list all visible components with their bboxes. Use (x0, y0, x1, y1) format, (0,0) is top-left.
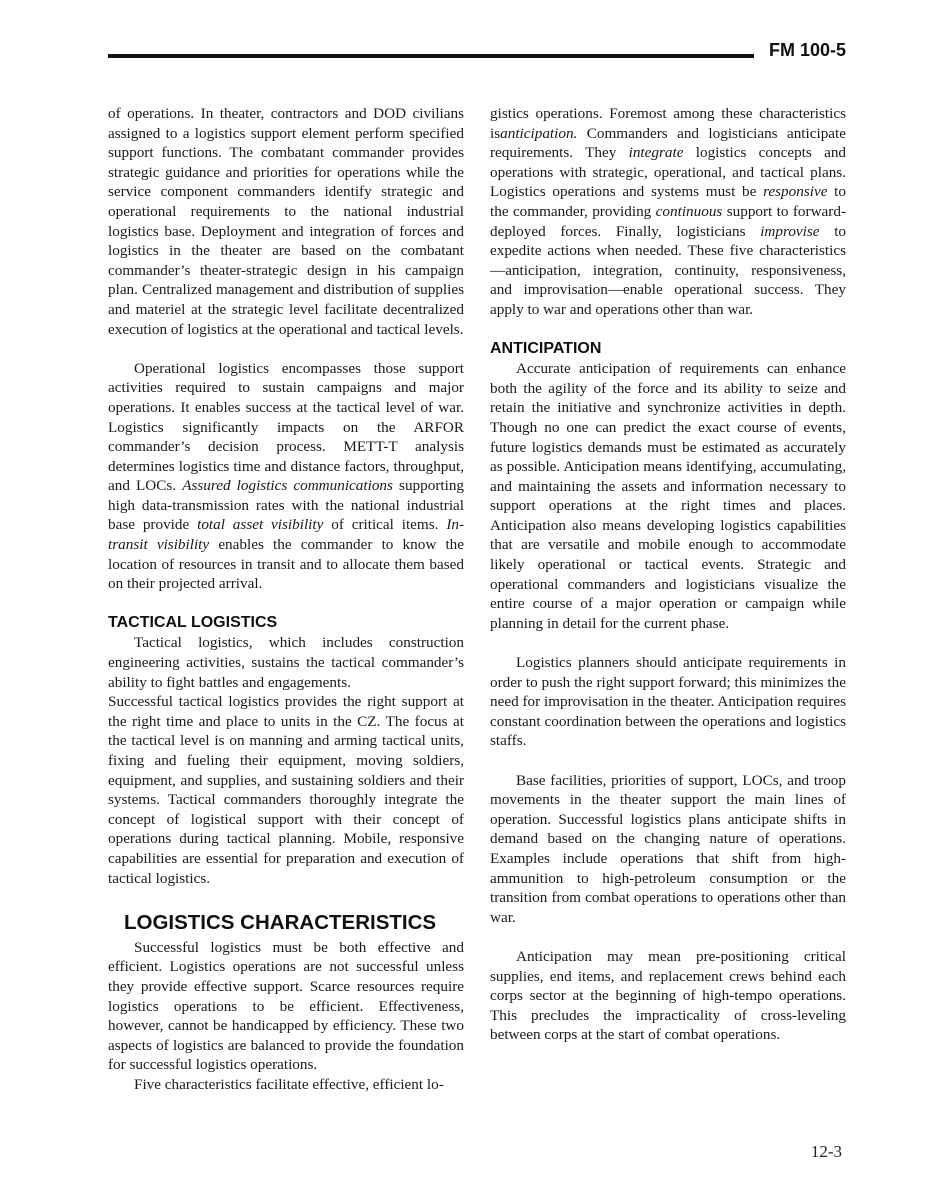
section-heading: ANTICIPATION (490, 340, 602, 358)
paragraph: Successful tactical logistics provides the right support at the right time and place to units in the CZ. The focus at the tactical level is on manning and arming tactical units, fixing and fueling their equipment, moving soldiers, equipment, and supplies, and sustaining soldiers and their systems. Tactical commanders thoroughly integrate the concept of logistical support with their concept of operations during tactical planning. Mobile, responsive capabilities are essential for preparation and execution of tactical logistics. (108, 693, 464, 887)
section-heading: TACTICAL LOGISTICS (108, 614, 278, 632)
emphasis: total asset visibility (197, 516, 324, 534)
paragraph: Tactical logistics, which includes construction engineering activities, sustains the tactical commander’s ability to fight battles and engagements. (108, 634, 464, 691)
paragraph: of operations. In theater, contractors and DOD civilians assigned to a logistics support element perform specified support functions. The combatant commander provides strategic guidance and priorities for operations while the service component commanders identify strategic and operational requirements to the national industrial logistics base. Deployment and integration of forces and logistics in the theater are based on the combatant commander’s theater-strategic design in his campaign plan. Centralized management and distribution of supplies and materiel at the strategic level facilitate decentralized execution of logistics at the operational and tactical levels. (108, 105, 464, 338)
chapter-heading: LOGISTICS CHARACTERISTICS (124, 910, 437, 934)
emphasis: In-transit visibility (108, 516, 465, 554)
header-rule (108, 54, 754, 58)
paragraph: gistics operations. Foremost among these characteristics isanticipation. Commanders and logisticians anticipate requirements. They integrate logistics concepts and operations with strategic, operational, and tactical plans. Logistics operations and systems must be responsive to the commander, providing continuous support to forward-deployed forces. Finally, logisticians improvise to expedite actions when needed. These five characteristics—anticipation, integration, continuity, responsiveness, and improvisation—enable operational success. They apply to war and operations other than war. (490, 105, 847, 318)
paragraph: Accurate anticipation of requirements can enhance both the agility of the force and its ability to seize and retain the initiative and synchronize activities in depth. Though no one can predict the exact course of events, future logistics demands must be estimated as accurately as possible. Anticipation means identifying, accumulating, and maintaining the assets and information necessary to support operations at the right times and places. Anticipation also means developing logistics capabilities that are versatile and mobile enough to accommodate likely operational or tactical events. Strategic and operational commanders and logisticians visualize the entire course of a major operation or campaign while planning in detail for the current phase. (490, 360, 846, 632)
paragraph: Base facilities, priorities of support, LOCs, and troop movements in the theater support the main lines of operation. Successful logistics plans anticipate shifts in demand based on the changing nature of operations. Examples include operations that shift from high-ammunition to high-petroleum consumption or the transition from combat operations to operations other than war. (490, 771, 846, 926)
paragraph: Anticipation may mean pre-positioning critical supplies, end items, and replacement crews behind each corps sector at the beginning of high-tempo operations. This precludes the impracticality of cross-leveling between corps at the start of combat operations. (490, 947, 846, 1044)
paragraph: Operational logistics encompasses those support activities required to sustain campaigns and major operations. It enables success at the tactical level of war. Logistics significantly impacts on the ARFOR commander’s decision process. METT-T analysis determines logistics time and distance factors, throughput, and LOCs. Assured logistics communications supporting high data-transmission rates with the national industrial base provide total asset visibility of critical items. In-transit visibility enables the commander to know the location of resources in transit and to allocate them based on their projected arrival. (108, 359, 465, 593)
manual-number: FM 100-5 (768, 40, 846, 60)
paragraph: Five characteristics facilitate effective, efficient lo- (134, 1075, 444, 1093)
paragraph: Logistics planners should anticipate requirements in order to push the right support forward; this minimizes the need for improvisation in the theater. Anticipation requires constant coordination between the operations and logistics staffs. (490, 654, 846, 750)
emphasis: integrate (628, 144, 684, 162)
emphasis: responsive (763, 183, 828, 201)
page-number: 12-3 (810, 1142, 842, 1161)
emphasis: anticipation. (500, 124, 578, 142)
left-column (108, 104, 464, 1095)
right-column (490, 104, 846, 1045)
emphasis: improvise (760, 222, 820, 240)
emphasis: continuous (655, 202, 723, 220)
emphasis: Assured logistics communications (182, 477, 393, 495)
paragraph: Successful logistics must be both effective and efficient. Logistics operations are not successful unless they provide effective support. Scarce resources require logistics operations to be efficient. Effectiveness, however, cannot be handicapped by efficiency. These two aspects of logistics are balanced to provide the foundation for successful logistics operations. (108, 938, 464, 1074)
